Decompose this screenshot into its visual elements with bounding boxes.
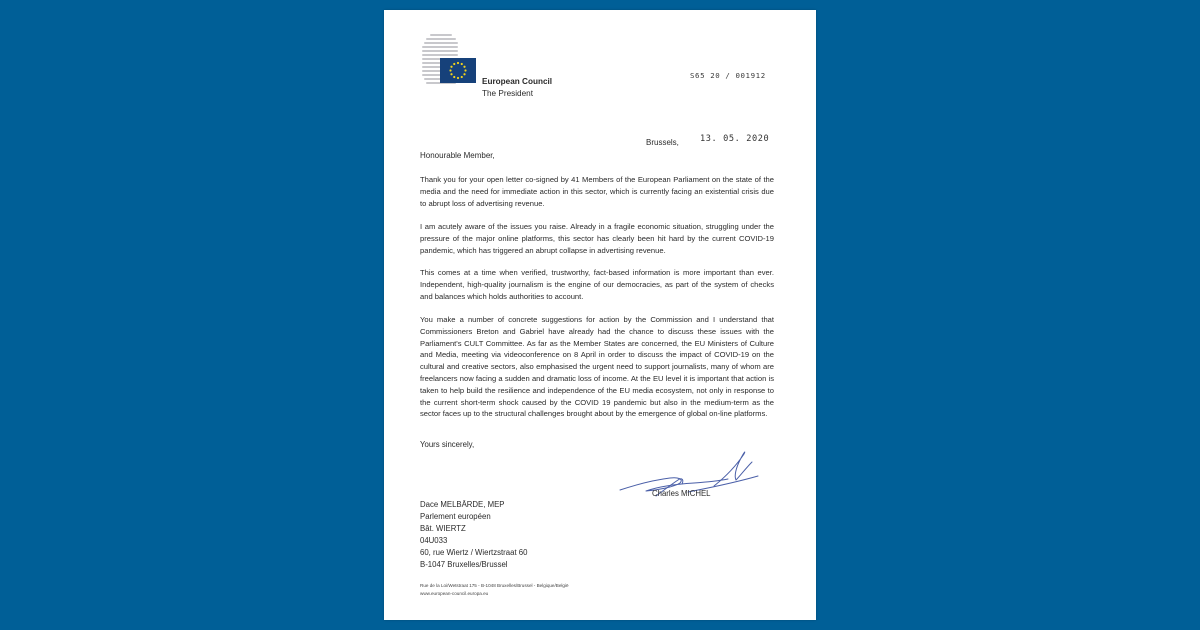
salutation: Honourable Member, <box>420 151 495 160</box>
address-line: 04U033 <box>420 536 448 545</box>
address-line: 60, rue Wiertz / Wiertzstraat 60 <box>420 548 528 557</box>
organization-name: European Council <box>482 77 553 86</box>
address-line: B-1047 Bruxelles/Brussel <box>420 560 508 569</box>
eu-flag-icon <box>440 58 476 83</box>
letter-footer <box>420 582 569 597</box>
letterhead <box>482 76 552 100</box>
closing: Yours sincerely, <box>420 440 475 449</box>
reference-number: S65 20 / 001912 <box>690 71 766 80</box>
address-line: Dace MELBĀRDE, MEP <box>420 500 505 509</box>
address-line: Parlement européen <box>420 512 491 521</box>
body-paragraph: I am acutely aware of the issues you raise. Already in a fragile economic situation, struggling under the pressure of the major online platforms, this sector has clearly been hit hard by the current COVID-19 pandemic, which has triggered an abrupt collapse in advertising revenue. <box>420 222 774 255</box>
footer-address: Rue de la Loi/Wetstraat 175 - B-1048 Bruxelles/Brussel - Belgique/België <box>420 583 569 588</box>
sender-role: The President <box>482 89 533 98</box>
letter-page <box>384 10 816 620</box>
letter-place: Brussels, <box>646 138 679 147</box>
body-paragraph: You make a number of concrete suggestions for action by the Commission and I understand that Commissioners Breton and Gabriel have already had the chance to discuss these issues with the Parliament's CULT Committee. As far as the Member States are concerned, the EU Ministers of Culture and Media, meeting via videoconference on 8 April in order to discuss the impact of COVID-19 on the cultural and creative sectors, also emphasised the urgent need to support journalists, many of whom are freelancers now facing a sudden and dramatic loss of income. At the EU level it is important that action is taken to help build the resilience and independence of the EU media ecosystem, not only in response to the current short-term shock caused by the COVID 19 pandemic but also in the medium-term as the sector faces up to the structural challenges brought about by the emergence of global on-line platforms. <box>420 315 774 419</box>
address-line: Bât. WIERTZ <box>420 524 466 533</box>
body-paragraph: This comes at a time when verified, trustworthy, fact-based information is more important than ever. Independent, high-quality journalism is the engine of our democracies, as part of the system of checks and balances which holds authorities to account. <box>420 268 774 301</box>
body-paragraph: Thank you for your open letter co-signed by 41 Members of the European Parliament on the state of the media and the need for immediate action in this sector, which is currently facing an existential crisis due to abrupt loss of advertising revenue. <box>420 175 774 208</box>
footer-website: www.european-council.europa.eu <box>420 590 489 596</box>
letter-date: 13. 05. 2020 <box>700 134 770 144</box>
signer-name: Charles MICHEL <box>652 489 711 498</box>
recipient-address <box>420 499 527 571</box>
